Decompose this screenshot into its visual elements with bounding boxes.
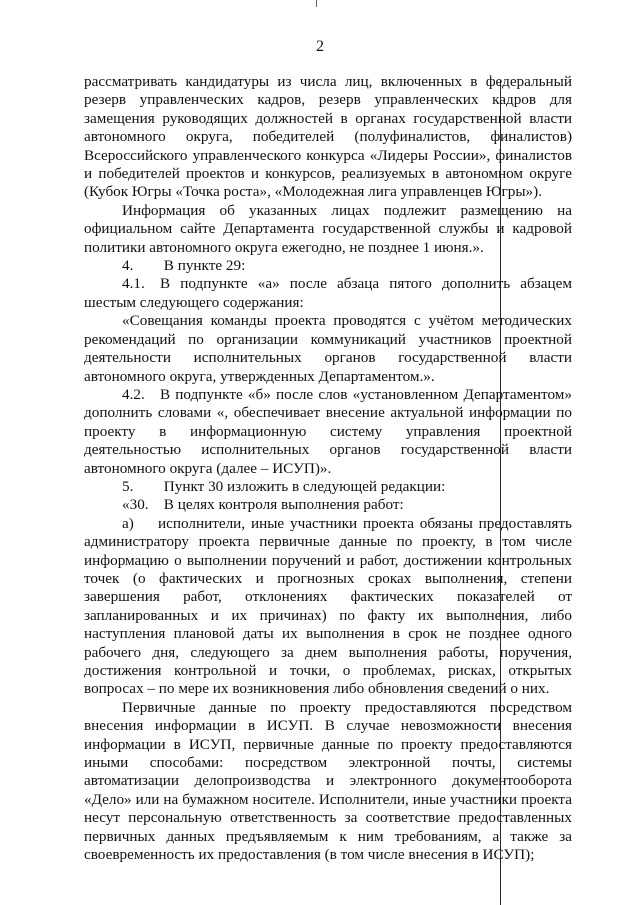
paragraph-information: Информация об указанных лицах подлежит размещению на официальном сайте Департамента государственной службы и кадровой политики автономного округа ежегодно, не позднее 1 июня.». <box>84 201 572 256</box>
paragraph-meetings: «Совещания команды проекта проводятся с учётом методических рекомендаций по организации коммуникаций участников проектной деятельности исполнительных органов государственной власти автономного округа, утвержденных Департаментом.». <box>84 312 572 385</box>
scan-mark <box>316 0 317 7</box>
paragraph-item-4-2: 4.2. В подпункте «б» после слов «установленном Департаментом» дополнить словами «, обеспечивает внесение актуальной информации по проекту в информационную систему управления проектной деятельностью исполнительных органов государственной власти автономного округа (далее – ИСУП)». <box>84 385 572 477</box>
document-body <box>84 73 572 864</box>
subitem-a-label: а) <box>122 514 134 532</box>
paragraph-candidates: рассматривать кандидатуры из числа лиц, включенных в федеральный резерв управленческих кадров, резерв управленческих кадров для замещения руководящих должностей в органах государственной власти автономного округа, победителей (полуфиналистов, финалистов) Всероссийского управленческого конкурса «Лидеры России», финалистов и победителей проектов и конкурсов, реализуемых в автономном округе (Кубок Югры «Точка роста», «Молодежная лига управленцев Югры»). <box>84 73 572 201</box>
paragraph-subitem-a <box>84 515 572 699</box>
page-number: 2 <box>316 38 324 55</box>
subitem-a-text: исполнители, иные участники проекта обязаны предоставлять администратору проекта первичные данные по проекту, в том числе информацию о выполнении поручений и работ, достижении контрольных точек (о фактических и прогнозных сроках выполнения, степени завершения работ, отклонениях фактических показателей от запланированных и их причинах) по факту их выполнения, либо наступления плановой даты их выполнения в срок не позднее одного рабочего дня, следующего за днем выполнения работы, поручения, достижения контрольной и точки, о проблемах, рисках, открытых вопросах – по мере их возникновения либо обновления сведений о них. <box>84 514 572 698</box>
paragraph-item-4-1: 4.1. В подпункте «а» после абзаца пятого дополнить абзацем шестым следующего содержания: <box>84 275 572 311</box>
paragraph-item-4: 4. В пункте 29: <box>122 257 246 275</box>
paragraph-primary-data: Первичные данные по проекту предоставляются посредством внесения информации в ИСУП. В случае невозможности внесения информации в ИСУП, первичные данные по проекту предоставляются иными способами: посредством электронной почты, системы автоматизации делопроизводства и электронного документооборота «Дело» или на бумажном носителе. Исполнители, иные участники проекта несут персональную ответственность за соответствие предоставленных первичных данных предъявляемым к ним требованиям, а также за своевременность их предоставления (в том числе внесения в ИСУП); <box>84 698 572 864</box>
paragraph-item-30: «30. В целях контроля выполнения работ: <box>122 496 404 514</box>
paragraph-item-5: 5. Пункт 30 изложить в следующей редакции: <box>122 477 446 495</box>
